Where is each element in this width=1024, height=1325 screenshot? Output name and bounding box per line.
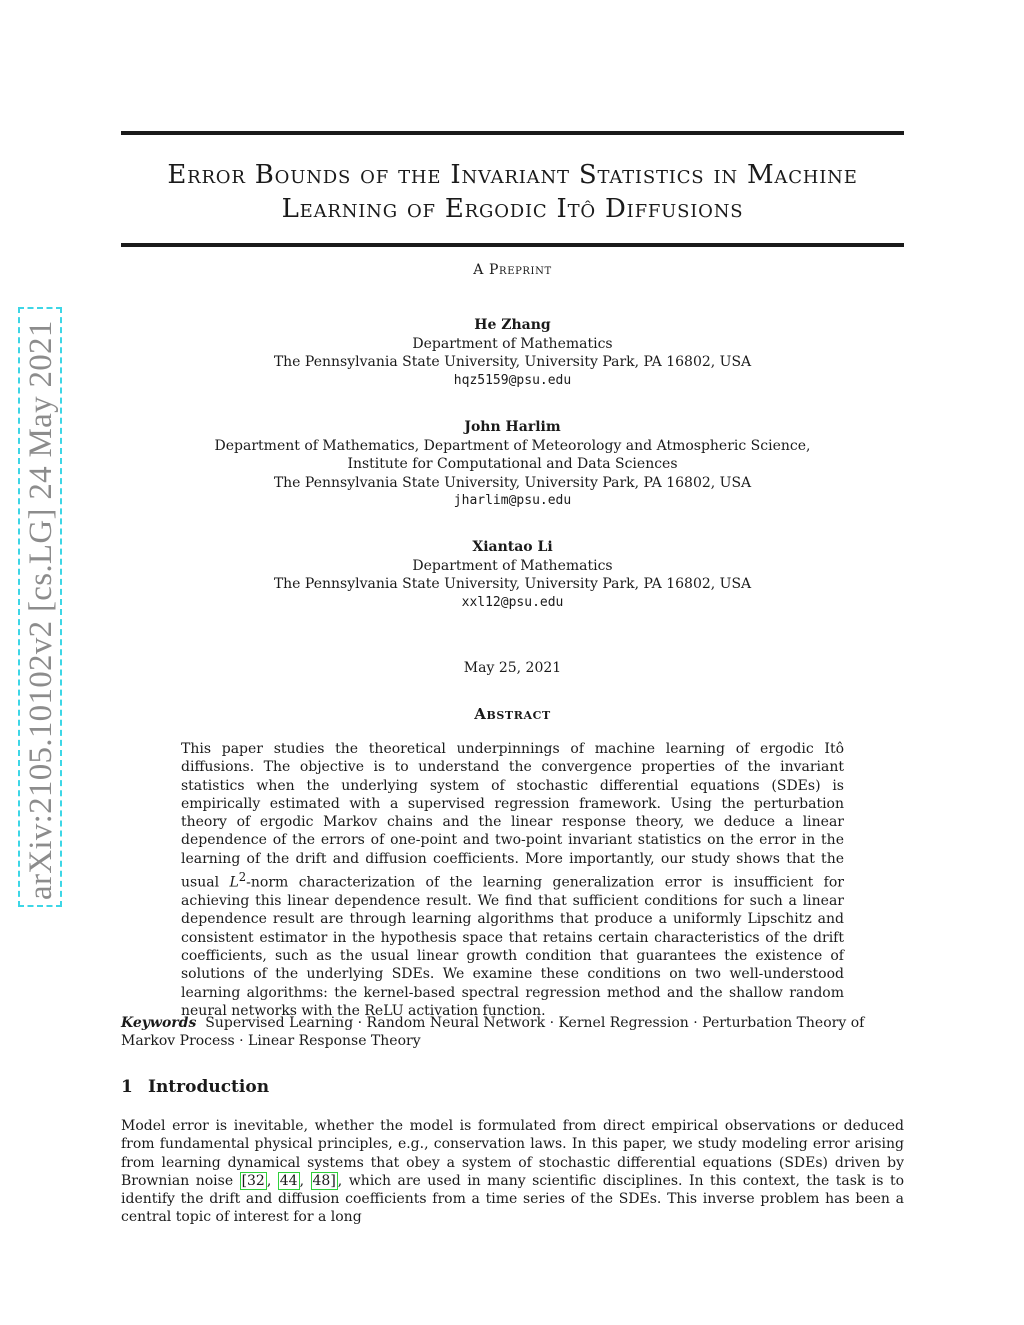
preprint-label: A Preprint [473,262,552,278]
author-email[interactable]: hqz5159@psu.edu [453,372,572,388]
section-title: Introduction [148,1077,270,1097]
author-name: John Harlim [464,419,561,435]
author-affiliation-line: Institute for Computational and Data Sciences [347,456,678,472]
abstract-text-part: -norm characterization of the learning generalization error is insufficient for achieving this linear dependence result. We find that sufficient conditions for such a linear dependence result are through learning algorithms that produce a uniformly Lipschitz and consistent estimator in the hypothesis space that retains certain characteristics of the drift coefficients, such as the usual linear growth condition that guarantees the existence of solutions of the underlying SDEs. We examine these conditions on two well-understood learning algorithms: the kernel-based spectral regression method and the shallow random neural networks with the ReLU activation function. [181,874,844,1019]
section-number: 1 [121,1077,133,1097]
keywords-label: Keywords [121,1015,197,1031]
title-rule-bottom [121,243,904,247]
author-affiliation-line: The Pennsylvania State University, University Park, PA 16802, USA [273,576,752,592]
keywords [121,1014,904,1051]
intro-text-part: Model error is inevitable, whether the model is formulated from direct empirical observations or deduced from fundamental physical principles, e.g., conservation laws. In this paper, we study modeling error arising from learning dynamical systems that obey a system of stochastic differential equations (SDEs) driven by Brownian noise [121,1118,904,1189]
author-name: He Zhang [474,317,551,333]
citation-link[interactable]: [32 [241,1172,265,1189]
citation-link[interactable]: 44 [279,1172,298,1189]
author-affiliation-line: The Pennsylvania State University, University Park, PA 16802, USA [273,354,752,370]
author-email[interactable]: jharlim@psu.edu [453,493,572,508]
author-affiliation-line: Department of Mathematics [412,557,613,574]
author-affiliation-line: Department of Mathematics, Department of Meteorology and Atmospheric Science, [214,437,811,454]
section-heading [121,1077,904,1097]
intro-text-part: , which are used in many scientific disciplines. In this context, the task is to identify the drift and diffusion coefficients from a time series of the SDEs. This inverse problem has been a central topic of interest for a long [121,1172,905,1226]
intro-paragraph: Model error is inevitable, whether the model is formulated from direct empirical observations or deduced from fundamental physical principles, e.g., conservation laws. In this paper, we study modeling error arising from learning dynamical systems that obey a system of stochastic differential equations (SDEs) driven by Brownian noise [32 , 44 , 48] , which are used in many scientific disciplines. In this context, the task is to identify the drift and diffusion coefficients from a time series of the SDEs. This inverse problem has been a central topic of interest for a long [121,1118,905,1226]
author-name: Xiantao Li [472,539,553,555]
math-symbol: L [229,874,239,891]
author-email[interactable]: xxl12@psu.edu [461,594,564,610]
author-block [121,538,904,612]
title-line-2: Learning of Ergodic Itô Diffusions [281,194,744,224]
arxiv-identifier[interactable]: arXiv:2105.10102v2 [cs.LG] 24 May 2021 [23,320,59,900]
keywords-list: Supervised Learning · Random Neural Network · Kernel Regression · Perturbation Theory of Markov Process · Linear Response Theory [121,1015,865,1050]
abstract-text-part: This paper studies the theoretical underpinnings of machine learning of ergodic Itô diffusions. The objective is to understand the convergence properties of the invariant statistics when the underlying system of stochastic differential equations (SDEs) is empirically estimated with a supervised regression framework. Using the perturbation theory of ergodic Markov chains and the linear response theory, we deduce a linear dependence of the errors of one-point and two-point invariant statistics on the error in the learning of the drift and diffusion coefficients. More importantly, our study shows that the usual [181,741,844,891]
author-block [121,316,904,390]
title-line-1: Error Bounds of the Invariant Statistics in Machine [167,160,858,190]
author-affiliation-line: Department of Mathematics [412,335,613,352]
abstract-text [181,740,844,1020]
author-block [121,418,904,511]
citation-link[interactable]: 48] [312,1172,336,1189]
math-superscript: 2 [238,870,247,885]
title-rule-top [121,131,904,135]
author-affiliation-line: The Pennsylvania State University, University Park, PA 16802, USA [273,474,752,491]
publication-date: May 25, 2021 [463,660,562,676]
paper-title [121,158,904,226]
abstract-heading: Abstract [474,705,551,723]
